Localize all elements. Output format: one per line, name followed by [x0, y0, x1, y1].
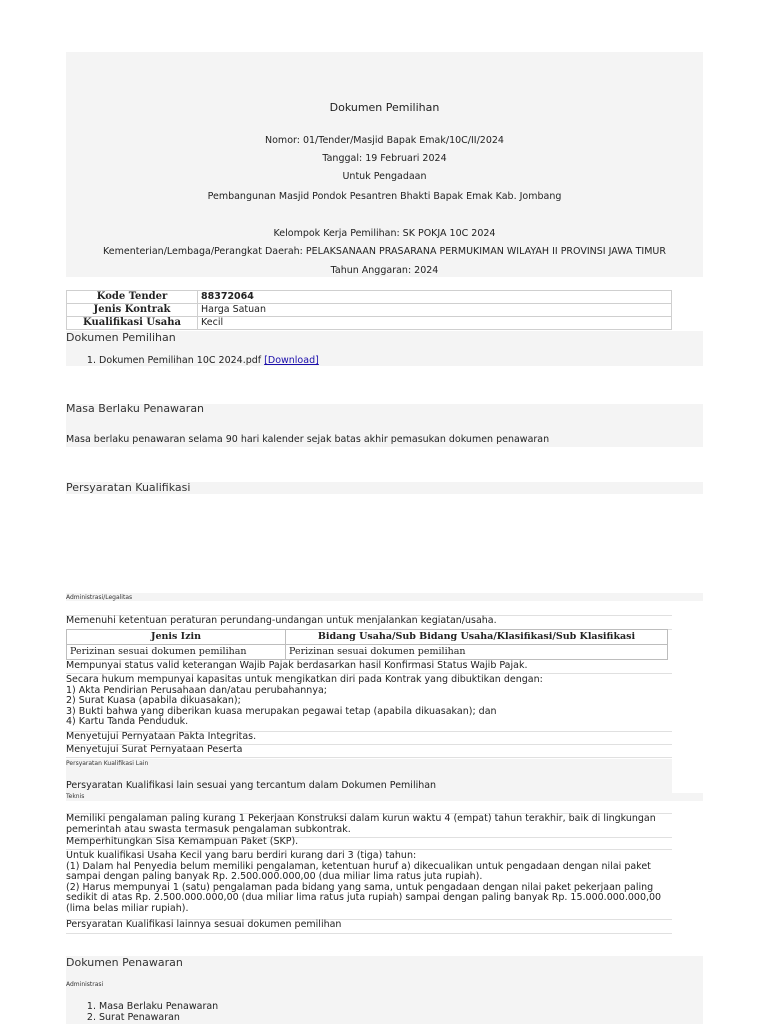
table-row: [67, 304, 672, 317]
requirement-text: Mempunyai status valid keterangan Wajib Pajak berdasarkan hasil Konfirmasi Status Wajib Pajak.: [66, 660, 528, 671]
requirement-text: Menyetujui Surat Pernyataan Peserta: [66, 744, 243, 755]
penawaran-list: [99, 1001, 218, 1023]
teknis-label: Teknis: [66, 793, 85, 800]
requirement-line: pemerintah atau swasta termasuk pengalaman subkontrak.: [66, 823, 351, 835]
requirement-line: 2) Surat Kuasa (apabila dikuasakan);: [66, 695, 241, 706]
info-value: Harga Satuan: [198, 304, 672, 317]
section-heading: Dokumen Pemilihan: [66, 331, 176, 344]
tender-info-table: [66, 290, 672, 330]
requirement-line: Untuk kualifikasi Usaha Kecil yang baru berdiri kurang dari 3 (tiga) tahun:: [66, 850, 417, 861]
requirement-text: Memenuhi ketentuan peraturan perundang-undangan untuk menjalankan kegiatan/usaha.: [66, 615, 497, 626]
penawaran-admin-label: Administrasi: [66, 981, 104, 988]
requirement-line: (2) Harus mempunyai 1 (satu) pengalaman pada bidang yang sama, untuk pengadaan dengan nilai paket pekerjaan paling: [66, 881, 654, 893]
budget-year: Tahun Anggaran: 2024: [330, 265, 439, 276]
requirement-line: 4) Kartu Tanda Penduduk.: [66, 716, 189, 727]
masa-berlaku-section: [66, 404, 703, 447]
file-list: [99, 355, 319, 366]
validity-text: Masa berlaku penawaran selama 90 hari kalender sejak batas akhir pemasukan dokumen penawaran: [66, 434, 550, 445]
pokja-line: Kelompok Kerja Pemilihan: SK POKJA 10C 2024: [273, 228, 496, 239]
section-heading: Dokumen Penawaran: [66, 956, 183, 969]
section-heading: Masa Berlaku Penawaran: [66, 402, 205, 415]
requirement-line: 1) Akta Pendirian Perusahaan dan/atau perubahannya;: [66, 684, 327, 696]
teknis-label-band: [66, 793, 703, 801]
info-key: Jenis Kontrak: [67, 304, 198, 317]
info-value: Kecil: [198, 317, 672, 330]
requirement-line: Memiliki pengalaman paling kurang 1 Pekerjaan Konstruksi dalam kurun waktu 4 (empat) tahun terakhir, baik di lingkungan: [66, 813, 656, 824]
procurement-intro: Untuk Pengadaan: [342, 171, 427, 182]
requirement-row: [66, 813, 672, 838]
document-date: Tanggal: 19 Februari 2024: [322, 153, 447, 164]
info-key: Kode Tender: [67, 291, 198, 304]
table-row: [67, 291, 672, 304]
admin-label-band: [66, 593, 703, 601]
requirement-line: (lima belas miliar rupiah).: [66, 902, 189, 914]
info-key: Kualifikasi Usaha: [67, 317, 198, 330]
requirement-row: [66, 837, 672, 850]
persyaratan-section: [66, 482, 703, 494]
list-item: 1. Masa Berlaku Penawaran: [99, 1001, 218, 1012]
document-number: Nomor: 01/Tender/Masjid Bapak Emak/10C/II/2024: [265, 135, 504, 146]
column-header: Jenis Izin: [67, 630, 286, 645]
requirement-row: [66, 851, 672, 920]
procurement-name: Pembangunan Masjid Pondok Pesantren Bhakti Bapak Emak Kab. Jombang: [207, 191, 562, 202]
column-header: Bidang Usaha/Sub Bidang Usaha/Klasifikasi/Sub Klasifikasi: [286, 630, 668, 645]
lain-label: Persyaratan Kualifikasi Lain: [66, 760, 149, 767]
table-cell: Perizinan sesuai dokumen pemilihan: [67, 645, 286, 660]
ministry-line: Kementerian/Lembaga/Perangkat Daerah: PELAKSANAAN PRASARANA PERMUKIMAN WILAYAH II PROVINSI JAWA TIMUR: [103, 246, 666, 257]
document-title: Dokumen Pemilihan: [329, 101, 440, 114]
table-row: [67, 317, 672, 330]
requirement-text: Menyetujui Pernyataan Pakta Integritas.: [66, 731, 257, 742]
list-item: [99, 355, 319, 366]
requirement-line: sampai dengan paling banyak Rp. 2.500.000.000,00 (dua miliar lima ratus juta rupiah).: [66, 871, 483, 882]
requirement-row: [66, 920, 672, 934]
requirement-line: Secara hukum mempunyai kapasitas untuk mengikatkan diri pada Kontrak yang dibuktikan dengan:: [66, 674, 543, 685]
lain-text: Persyaratan Kualifikasi lain sesuai yang tercantum dalam Dokumen Pemilihan: [66, 780, 437, 791]
dokumen-pemilihan-section: [66, 331, 703, 366]
requirement-text: Persyaratan Kualifikasi lainnya sesuai dokumen pemilihan: [66, 919, 342, 930]
dokumen-penawaran-section: [66, 956, 703, 1024]
lain-section: [66, 759, 672, 793]
table-row: [67, 645, 668, 660]
requirement-line: sedikit di atas Rp. 2.500.000.000,00 (dua miliar lima ratus juta rupiah) sampai dengan paling banyak Rp. 15.000.000.000,00: [66, 892, 662, 903]
info-value: 88372064: [198, 291, 672, 304]
file-name: Dokumen Pemilihan 10C 2024.pdf: [99, 355, 262, 366]
requirement-line: (1) Dalam hal Penyedia belum memiliki pengalaman, ketentuan huruf a) dikecualikan untuk pengadaan dengan nilai paket: [66, 860, 651, 872]
admin-label: Administrasi/Legalitas: [66, 594, 133, 601]
requirement-row: [66, 615, 672, 630]
requirement-row: [66, 745, 672, 758]
requirement-row: [66, 661, 672, 674]
requirement-line: 3) Bukti bahwa yang diberikan kuasa merupakan pegawai tetap (apabila dikuasakan); dan: [66, 705, 497, 717]
izin-table: [66, 629, 668, 660]
list-item: 2. Surat Penawaran: [99, 1012, 218, 1023]
table-cell: Perizinan sesuai dokumen pemilihan: [286, 645, 668, 660]
requirement-row: [66, 675, 672, 732]
download-link[interactable]: [Download]: [264, 355, 319, 366]
requirement-text: Memperhitungkan Sisa Kemampuan Paket (SKP).: [66, 836, 299, 847]
table-header-row: [67, 630, 668, 645]
document-header: [66, 52, 703, 277]
section-heading: Persyaratan Kualifikasi: [66, 481, 191, 494]
